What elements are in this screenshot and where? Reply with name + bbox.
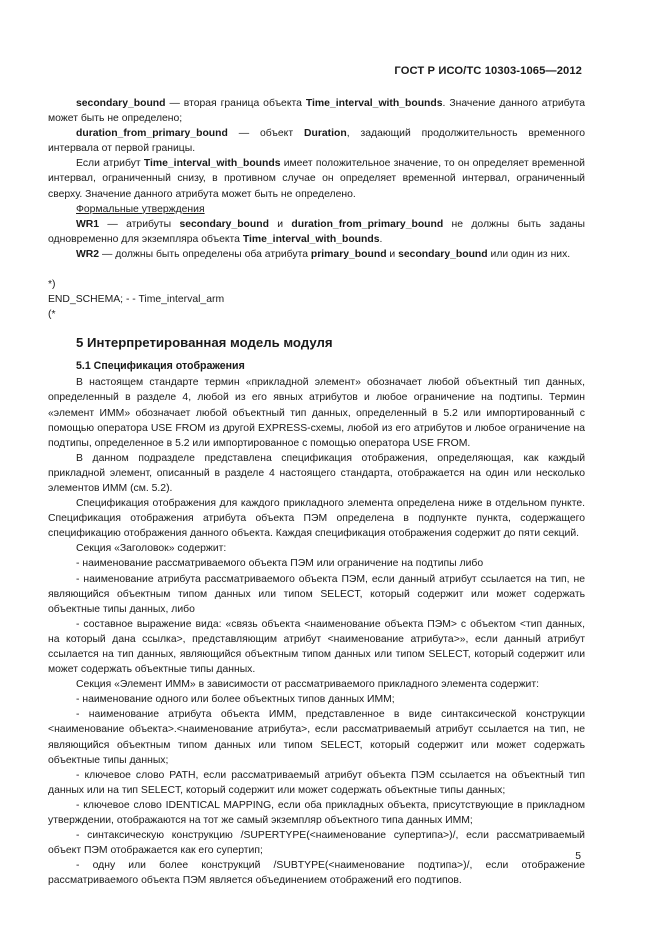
list-item: - ключевое слово PATH, если рассматриваемый атрибут объекта ПЭМ ссылается на объектный тип данных или на тип SELECT, который содержит или может содержать объектные типы данных; [48, 769, 585, 796]
rule-wr1: WR1 — атрибуты secondary_bound и duration_from_primary_bound не должны быть заданы одновременно для экземпляра объекта Time_interval_with_bounds. [48, 218, 585, 245]
body-paragraph: Секция «Элемент ИММ» в зависимости от рассматриваемого прикладного элемента содержит: [76, 679, 540, 691]
list-item: - одну или более конструкций /SUBTYPE(<наименование подтипа>)/, если отображение рассматриваемого объекта ПЭМ является объединением отображений его подтипов. [48, 860, 585, 887]
body-paragraph: В данном подразделе представлена спецификация отображения, определяющая, как каждый прикладной элемент, описанный в разделе 4 настоящего стандарта, отображается на один или несколько элементов ИММ (см. 5.2). [48, 452, 585, 494]
list-item: - наименование атрибута рассматриваемого объекта ПЭМ, если данный атрибут ссылается на тип, не являющийся объектным типом данных или типом SELECT, который содержит или может содержать объектные типы данных, либо [48, 573, 585, 615]
section-title: 5 Интерпретированная модель модуля [76, 335, 333, 351]
code-line: END_SCHEMA; - - Time_interval_arm [48, 294, 225, 306]
spacer [48, 262, 585, 277]
list-item: - синтаксическую конструкцию /SUPERTYPE(<наименование супертипа>)/, если рассматриваемый объект ПЭМ отображается как его супертип; [48, 830, 585, 857]
paragraph-secondary-bound: secondary_bound — вторая граница объекта Time_interval_with_bounds. Значение данного атрибута может быть не определено; [48, 98, 585, 125]
page-number: 5 [575, 851, 581, 862]
code-line: *) [48, 279, 56, 291]
body-paragraph: В настоящем стандарте термин «прикладной элемент» обозначает любой объектный тип данных, определенный в разделе 4, любой из его явных атрибутов и любое ограничение на подтипы. Термин «элемент ИММ» обозначает любой объектный тип данных, определенный в 5.2 или импортированный с помощью оператора USE FROM из другой EXPRESS-схемы, любой из его атрибутов и любое ограничение на подтипы, определенное в 5.2 или импортированное с помощью оператора USE FROM. [48, 377, 585, 449]
page-content [48, 96, 585, 889]
list-item: - ключевое слово IDENTICAL MAPPING, если оба прикладных объекта, присутствующие в прикладном утверждении, отображаются на тот же самый экземпляр объектного типа данных ИММ; [48, 799, 585, 827]
list-item: - составное выражение вида: «связь объекта <наименование объекта ПЭМ> с объектом <тип данных, на который дана ссылка>, представляющим атрибут <наименование атрибута>», если данный атрибут ссылается на тип данных, являющийся объектным типом данных или типом SELECT, который содержит или может содержать объектные типы данных. [48, 618, 585, 676]
paragraph-duration: duration_from_primary_bound — объект Duration, задающий продолжительность временного интервала от первой границы. [48, 128, 585, 155]
list-item: - наименование одного или более объектных типов данных ИММ; [76, 694, 395, 706]
document-header: ГОСТ Р ИСО/ТС 10303-1065—2012 [394, 65, 582, 77]
list-item: - наименование рассматриваемого объекта ПЭМ или ограничение на подтипы либо [76, 558, 484, 570]
body-paragraph: Секция «Заголовок» содержит: [76, 543, 227, 555]
subsection-title: 5.1 Спецификация отображения [76, 360, 245, 373]
list-item: - наименование атрибута объекта ИММ, представленное в виде синтаксической конструкции <наименование объекта>.<наименование атрибута>, если рассматриваемый атрибут ссылается на тип, не являющийся объектным типом данных или типом SELECT, который содержит или может содержать объектные типы данных; [48, 709, 585, 766]
code-line: (* [48, 309, 56, 321]
body-paragraph: Спецификация отображения для каждого прикладного элемента определена ниже в отдельном пункте. Спецификация отображения атрибута объекта ПЭМ определена в подпункте пункта, содержащего спецификацию отображения данного объекта. Каждая спецификация отображения содержит до пяти секций. [48, 498, 585, 540]
formal-statements-heading: Формальные утверждения [76, 203, 205, 215]
paragraph-attribute-note: Если атрибут Time_interval_with_bounds имеет положительное значение, то он определяет временной интервал, ограниченный снизу, в противном случае он определяет временной интервал, ограниченный сверху. Значение данного атрибута может быть не определено. [48, 158, 585, 200]
rule-wr2: WR2 — должны быть определены оба атрибута primary_bound и secondary_bound или один из них. [76, 248, 571, 260]
